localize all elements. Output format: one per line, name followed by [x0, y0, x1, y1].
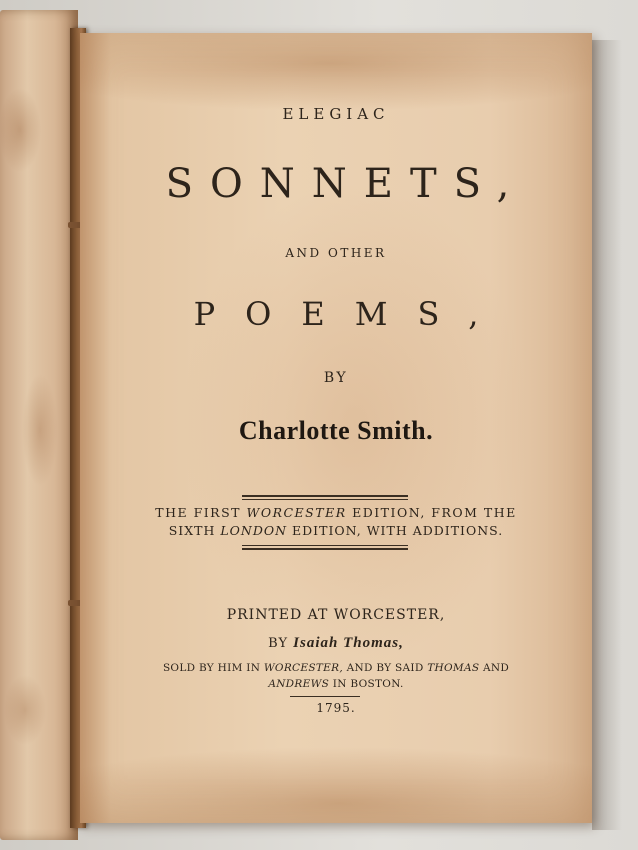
edition-line-2: [80, 523, 592, 538]
edition-line-1: [80, 505, 592, 520]
publication-year: 1795.: [316, 701, 356, 715]
edition-text: THE FIRST: [155, 505, 247, 520]
printer-name: Isaiah Thomas,: [293, 635, 404, 651]
title-line-sonnets: SONNETS,: [165, 161, 527, 207]
edition-text: EDITION, WITH ADDITIONS.: [287, 523, 504, 538]
imprint-sold-line-2: [80, 678, 592, 690]
title-line-elegiac: ELEGIAC: [282, 105, 390, 123]
title-line-and-other: AND OTHER: [285, 246, 387, 260]
edition-text: SIXTH: [168, 523, 221, 538]
rule-lower-thin: [242, 545, 408, 546]
rule-year: [290, 696, 360, 697]
loose-endpaper: [0, 10, 78, 840]
imprint-text: SOLD BY HIM IN: [162, 662, 264, 674]
imprint-name: THOMAS: [427, 662, 480, 674]
imprint-text: AND: [479, 662, 510, 674]
imprint-name: ANDREWS: [268, 678, 330, 690]
imprint-place: WORCESTER,: [263, 662, 343, 674]
edition-place: WORCESTER: [246, 505, 347, 520]
title-line-by: BY: [323, 370, 349, 386]
imprint-text: AND BY SAID: [342, 662, 428, 674]
edition-text: EDITION, FROM THE: [346, 505, 517, 520]
title-line-poems: POEMS,: [193, 295, 509, 333]
imprint-text: IN BOSTON.: [329, 678, 404, 690]
imprint-printed: PRINTED AT WORCESTER,: [226, 607, 446, 623]
page-shadow: [592, 40, 622, 830]
imprint-printer-line: [80, 635, 592, 652]
rule-lower-thick: [242, 548, 408, 550]
imprint-by: BY: [268, 636, 294, 651]
author-name: Charlotte Smith.: [238, 416, 434, 445]
rule-upper-thin: [242, 499, 408, 500]
rule-upper-thick: [242, 495, 408, 497]
edition-place: LONDON: [220, 523, 288, 538]
imprint-sold-line-1: [80, 662, 592, 674]
title-page: [80, 33, 592, 823]
